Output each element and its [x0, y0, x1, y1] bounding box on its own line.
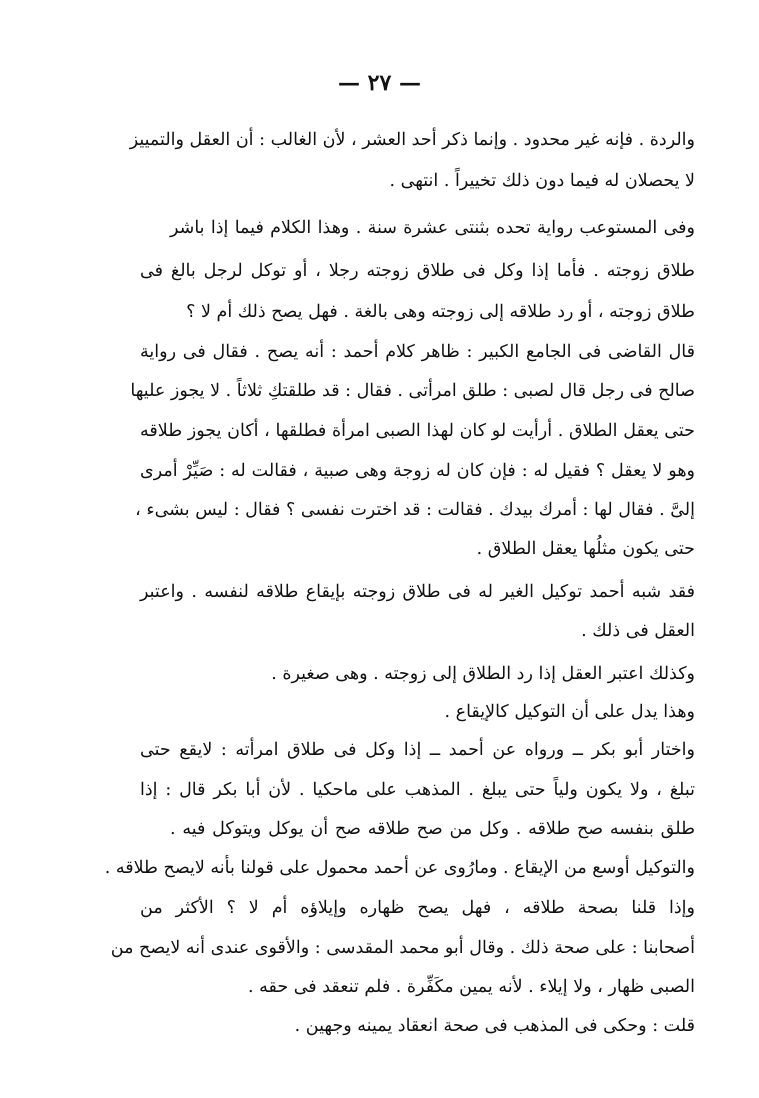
text-line: وهو لا يعقل ؟ فقيل له : فإن كان له زوجة وهى صبية ، فقالت له : صَيِّرْ أمرى — [140, 461, 695, 481]
text-line: واختار أبو بكر ــ ورواه عن أحمد ــ إذا وكل فى طلاق امرأته : لايقع حتى — [140, 740, 695, 760]
text-line: حتى يكون مثلُها يعقل الطلاق . — [476, 539, 695, 559]
page-number: — ٢٧ — — [338, 70, 421, 96]
text-line: طلاق زوجته . فأما إذا وكل فى طلاق زوجته رجلا ، أو توكل لرجل بالغ فى — [140, 261, 695, 281]
text-line: العقل فى ذلك . — [581, 621, 695, 641]
text-line: طلاق زوجته ، أو رد طلاقه إلى زوجته وهى بالغة . فهل يصح ذلك أم لا ؟ — [186, 302, 695, 322]
text-line: أصحابنا : على صحة ذلك . وقال أبو محمد المقدسى : والأقوى عندى أنه لايصح من — [110, 938, 695, 958]
text-line: الصبى ظهار ، ولا إيلاء . لأنه يمين مكَفِّرة . فلم تنعقد فى حقه . — [247, 977, 695, 997]
text-line: والتوكيل أوسع من الإيقاع . ومارُوى عن أحمد محمول على قولنا بأنه لايصح طلاقه . — [104, 858, 695, 878]
text-line: لا يحصلان له فيما دون ذلك تخييراً . انتهى . — [389, 171, 695, 191]
text-line: وإذا قلنا بصحة طلاقه ، فهل يصح ظهاره وإيلاؤه أم لا ؟ الأكثر من — [140, 898, 695, 918]
text-line: وفى المستوعب رواية تحده بثنتى عشرة سنة . وهذا الكلام فيما إذا باشر — [170, 218, 695, 238]
text-line: قلت : وحكى فى المذهب فى صحة انعقاد يمينه وجهين . — [294, 1016, 695, 1036]
text-line: والردة . فإنه غير محدود . وإنما ذكر أحد العشر ، لأن الغالب : أن العقل والتمييز — [129, 130, 695, 150]
text-line: حتى يعقل الطلاق . أرأيت لو كان لهذا الصبى امرأة فطلقها ، أكان يجوز طلاقه — [140, 421, 695, 441]
text-line: طلق بنفسه صح طلاقه . وكل من صح طلاقه صح أن يوكل ويتوكل فيه . — [170, 819, 695, 839]
text-line: وهذا يدل على أن التوكيل كالإيقاع . — [444, 702, 695, 722]
text-line: إلىَّ . فقال لها : أمرك بيدك . فقالت : قد اخترت نفسى ؟ فقال : ليس بشىء ، — [135, 500, 695, 520]
text-line: صالح فى رجل قال لصبى : طلق امرأتى . فقال : قد طلقتكِ ثلاثاً . لا يجوز عليها — [130, 381, 695, 401]
text-line: وكذلك اعتبر العقل إذا رد الطلاق إلى زوجته . وهى صغيرة . — [271, 664, 695, 684]
text-line: تبلغ ، ولا يكون ولياً حتى يبلغ . المذهب على ماحكيا . لأن أبا بكر قال : إذا — [140, 780, 695, 800]
text-line: فقد شبه أحمد توكيل الغير له فى طلاق زوجته بإيقاع طلاقه لنفسه . واعتبر — [140, 582, 695, 602]
text-line: قال القاضى فى الجامع الكبير : ظاهر كلام أحمد : أنه يصح . فقال فى رواية — [140, 342, 695, 362]
